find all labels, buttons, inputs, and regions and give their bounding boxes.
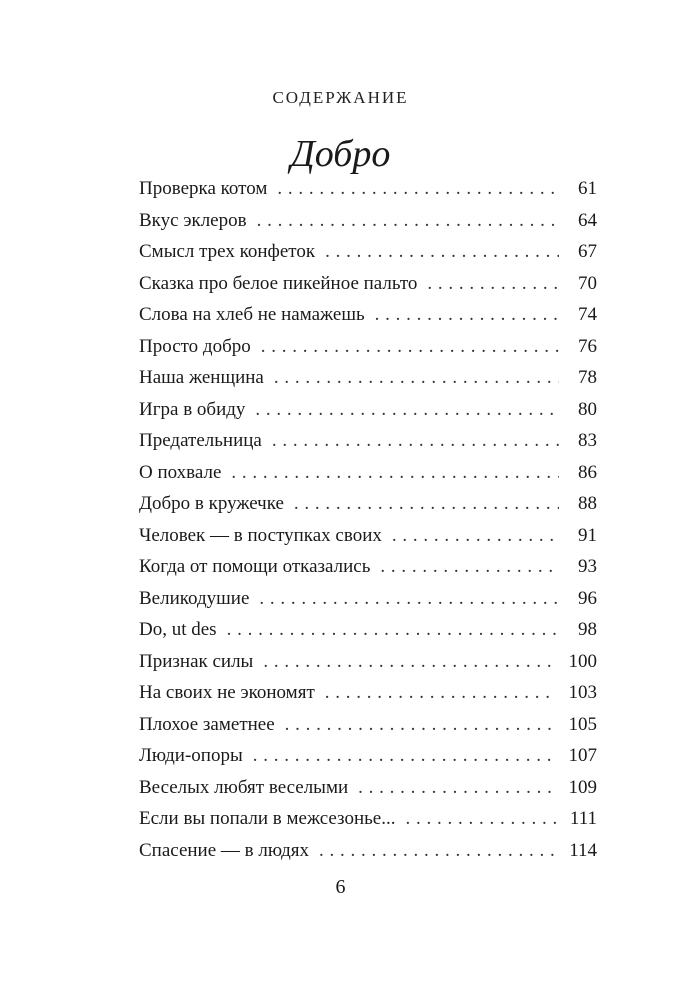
toc-entry-page: 64 [578,209,597,231]
toc-entry-page: 76 [578,335,597,357]
toc-entry-page: 111 [569,808,597,829]
toc-entry-title: Смысл трех конфеток [139,241,316,262]
toc-header: СОДЕРЖАНИЕ [272,88,409,107]
toc-entry-page: 107 [568,745,597,766]
toc-entry[interactable] [139,299,597,331]
toc-entry-title: Вкус эклеров [139,209,247,231]
toc-entry-page: 78 [578,367,597,388]
toc-entry[interactable] [139,205,597,237]
toc-dot-leader [274,362,559,394]
section-title: Добро [290,133,391,175]
toc-entry-page: 80 [578,398,597,420]
toc-dot-leader [231,457,559,489]
toc-entry[interactable] [139,646,597,678]
toc-entry-page: 98 [578,619,597,640]
toc-entry-title: Добро в кружечке [139,493,284,514]
toc-dot-leader [253,740,557,772]
toc-entry-title: Человек — в поступках своих [139,524,382,546]
toc-dot-leader [358,772,556,804]
toc-entry-title: Великодушие [139,587,250,609]
toc-entry-page: 61 [578,178,597,199]
toc-entry[interactable] [139,520,597,552]
toc-entry-title: О похвале [139,461,222,483]
toc-entry-title: Веселых любят веселыми [139,776,349,798]
toc-entry[interactable] [139,614,597,646]
toc-dot-leader [319,835,557,867]
toc-entry-title: Если вы попали в межсезонье... [139,808,396,829]
toc-entry-page: 96 [578,587,597,609]
toc-entry[interactable] [139,173,597,205]
toc-entry-title: Do, ut des [139,619,217,640]
toc-entry[interactable] [139,772,597,804]
toc-entry-page: 109 [568,776,597,798]
toc-entry-title: Наша женщина [139,367,264,388]
toc-entry[interactable] [139,709,597,741]
toc-entry[interactable] [139,740,597,772]
toc-dot-leader [277,173,559,205]
toc-entry-title: Люди-опоры [139,745,243,766]
toc-dot-leader [272,425,559,457]
toc-entry[interactable] [139,551,597,583]
toc-entry-title: Игра в обиду [139,398,246,420]
toc-entry-title: Просто добро [139,335,251,357]
toc-dot-leader [380,551,559,583]
toc-entry-page: 100 [568,650,597,672]
toc-dot-leader [255,394,559,426]
toc-dot-leader [227,614,559,646]
toc-entry[interactable] [139,236,597,268]
toc-entry-page: 83 [578,430,597,451]
toc-entry[interactable] [139,803,597,835]
toc-entry-page: 114 [569,839,597,861]
toc-entry-page: 91 [578,524,597,546]
toc-dot-leader [257,205,559,237]
toc-entry-page: 70 [578,272,597,294]
toc-entry-title: Предательница [139,430,262,451]
toc-entry[interactable] [139,835,597,867]
toc-entry-page: 93 [578,556,597,577]
toc-dot-leader [259,583,559,615]
toc-entry[interactable] [139,425,597,457]
toc-entry[interactable] [139,394,597,426]
toc-entry-title: Признак силы [139,650,254,672]
toc-dot-leader [392,520,559,552]
toc-entry[interactable] [139,457,597,489]
toc-entry[interactable] [139,331,597,363]
toc-entry[interactable] [139,268,597,300]
toc-dot-leader [405,803,557,835]
toc-entry-page: 88 [578,493,597,514]
toc-dot-leader [285,709,557,741]
toc-entry-page: 105 [568,713,597,735]
toc-dot-leader [263,646,556,678]
toc-dot-leader [294,488,559,520]
toc-dot-leader [325,677,557,709]
toc-entry-page: 86 [578,461,597,483]
toc-entry-page: 67 [578,241,597,262]
toc-entry-title: Слова на хлеб не намажешь [139,304,365,325]
toc-entry-title: Плохое заметнее [139,713,275,735]
toc-dot-leader [427,268,559,300]
toc-entry[interactable] [139,583,597,615]
toc-entry[interactable] [139,362,597,394]
toc-entry-title: На своих не экономят [139,682,315,703]
toc-entry-title: Когда от помощи отказались [139,556,371,577]
toc-entry-page: 103 [568,682,597,703]
toc-dot-leader [325,236,559,268]
toc-entry[interactable] [139,677,597,709]
toc-dot-leader [375,299,559,331]
toc-entry-page: 74 [578,304,597,325]
page-number: 6 [335,876,346,898]
toc-entry[interactable] [139,488,597,520]
toc-entry-title: Спасение — в людях [139,839,309,861]
table-of-contents [139,173,597,866]
toc-entry-title: Проверка котом [139,178,268,199]
toc-dot-leader [261,331,559,363]
toc-entry-title: Сказка про белое пикейное пальто [139,272,418,294]
